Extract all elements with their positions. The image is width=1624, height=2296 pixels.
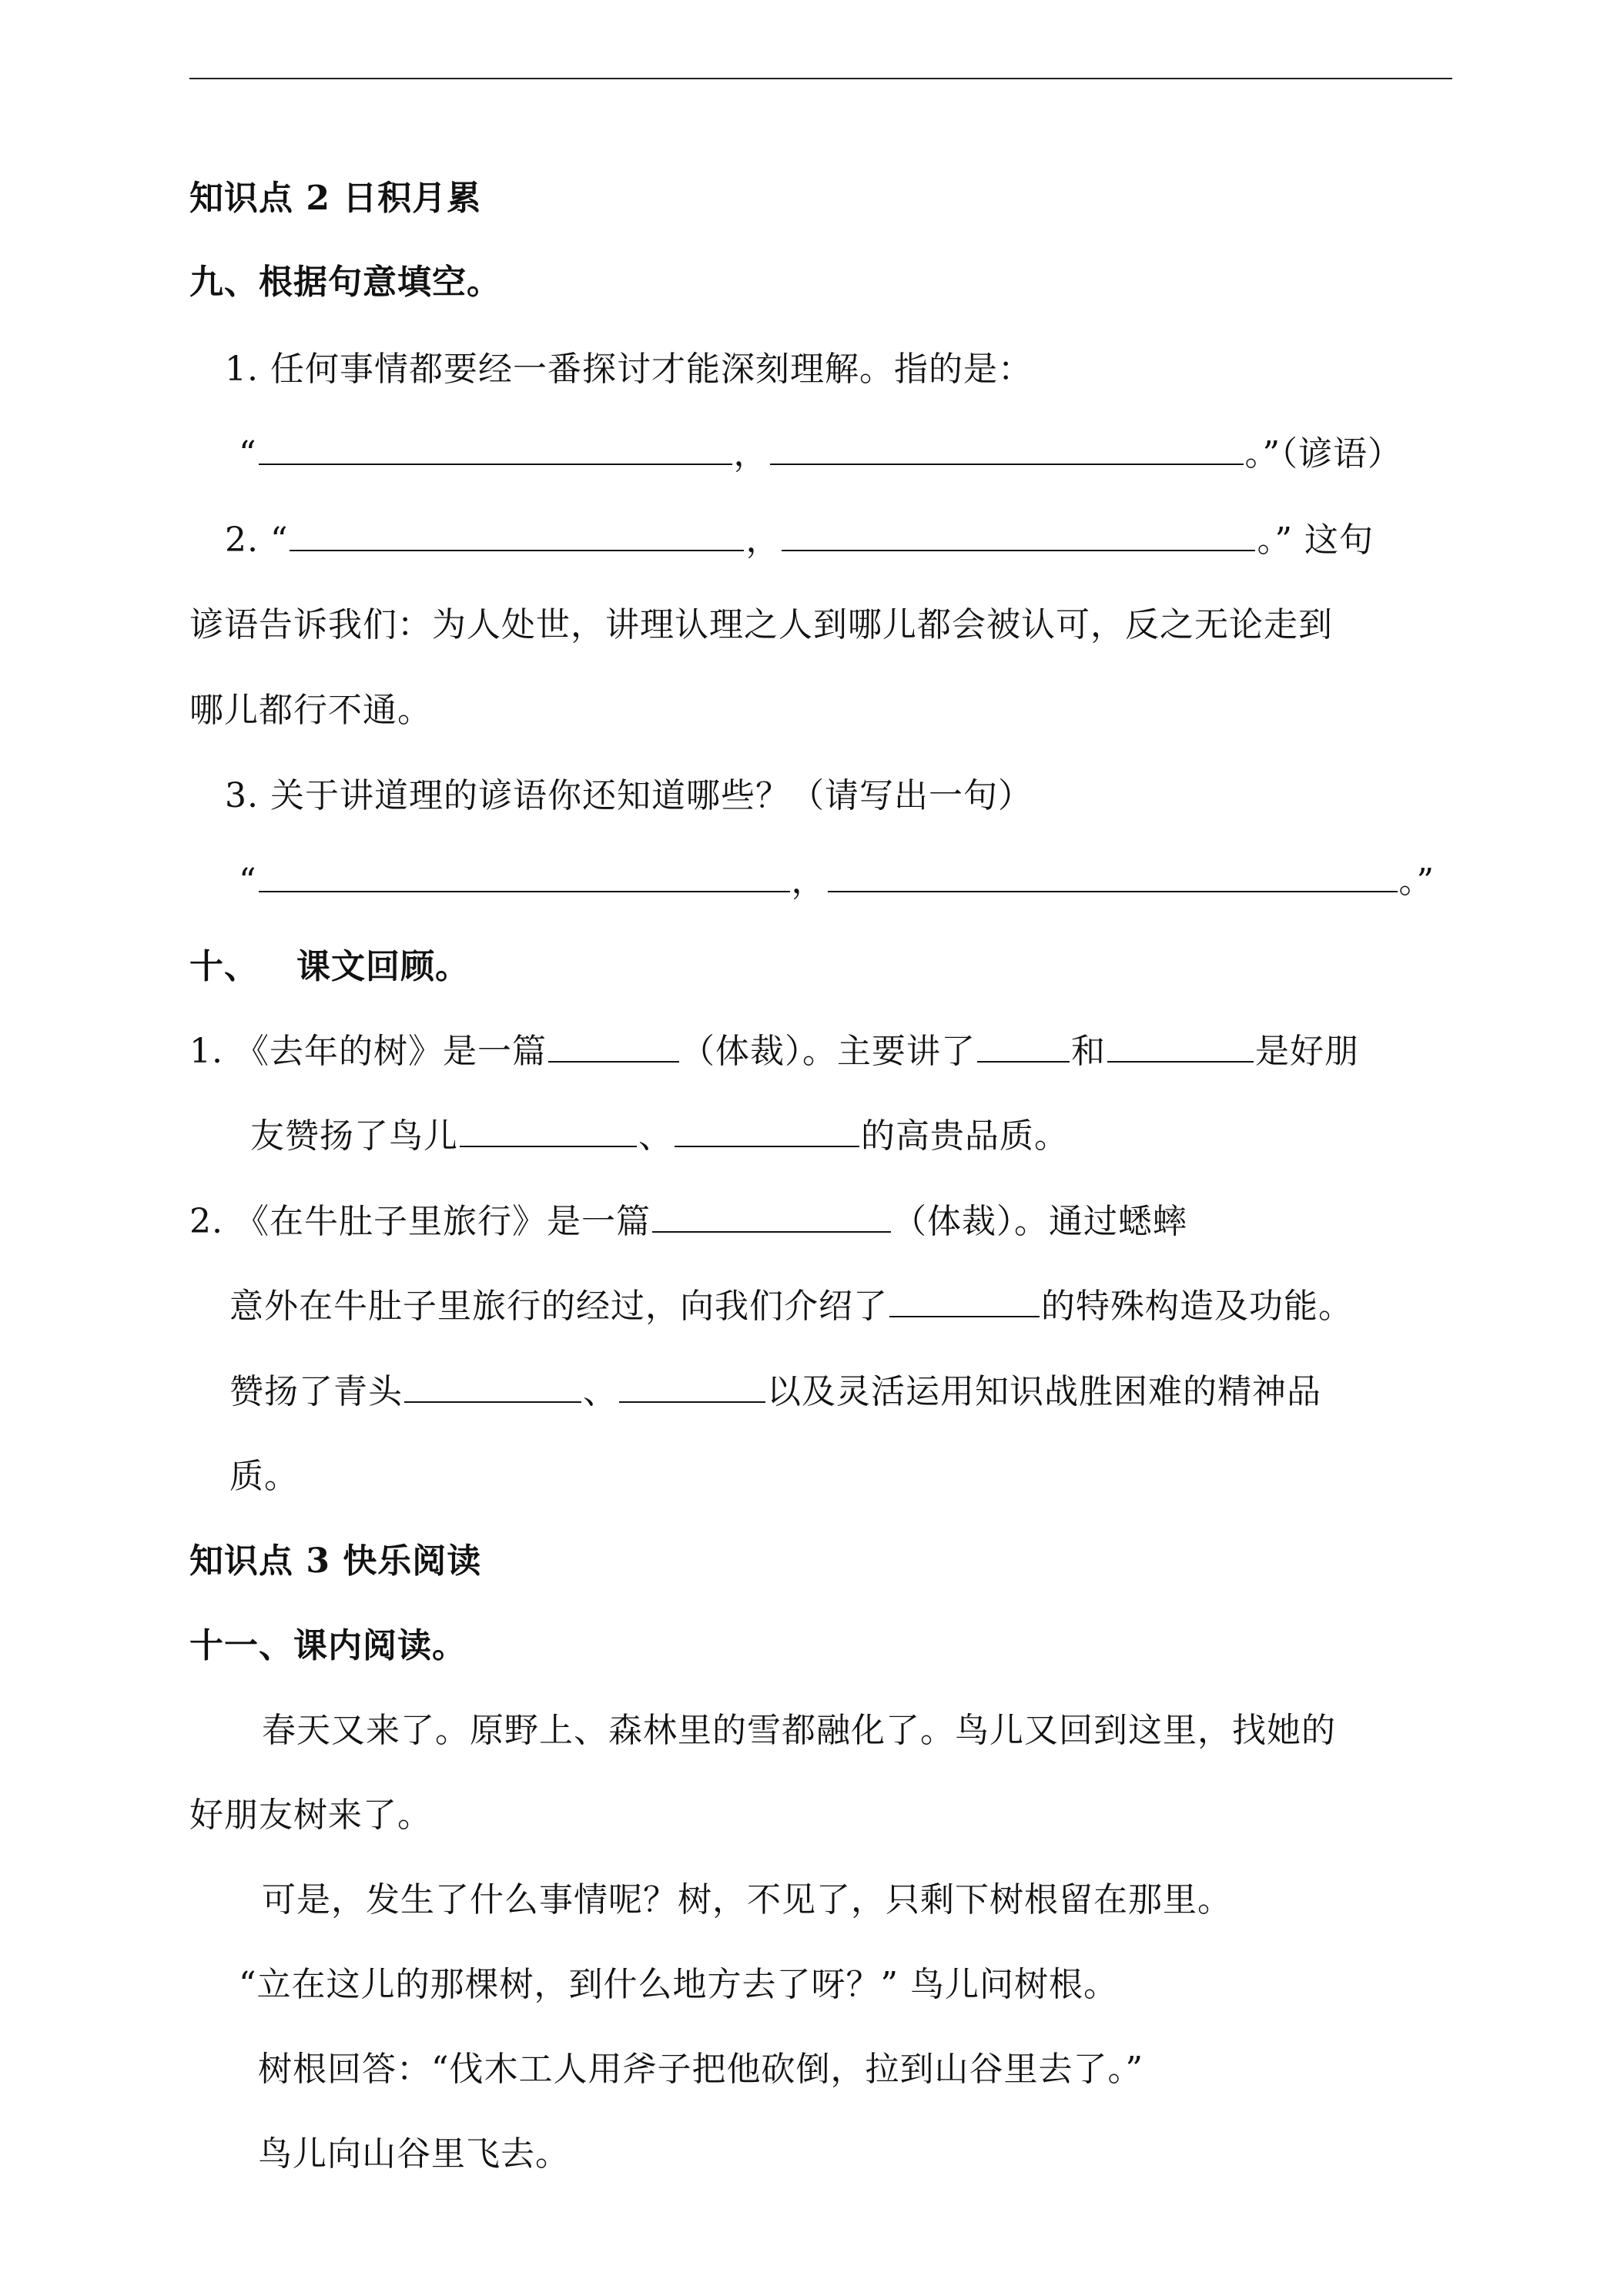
- q10-item2-text-c: 意外在牛肚子里旅行的经过，向我们介绍了: [229, 1287, 888, 1326]
- question-heading-11: 十一、课内阅读。: [189, 1626, 467, 1665]
- reading-paragraph-1b: 好朋友树来了。: [189, 1796, 432, 1835]
- answer-blank[interactable]: [404, 1371, 581, 1403]
- answer-blank[interactable]: [460, 1115, 637, 1147]
- q10-item1-text-d: 是好朋: [1254, 1032, 1359, 1071]
- comma: ，: [733, 434, 768, 474]
- item2-suffix: 。” 这句: [1257, 520, 1374, 560]
- answer-blank[interactable]: [675, 1115, 859, 1147]
- proverb-tag: （谚语）: [1281, 434, 1402, 474]
- q9-item1-answer-line: [239, 431, 1402, 477]
- section-heading-kp2: 知识点 2 日积月累: [189, 179, 482, 218]
- reading-paragraph-1a: 春天又来了。原野上、森林里的雪都融化了。鸟儿又回到这里，找她的: [262, 1711, 1336, 1750]
- q10-item1-text-e: 友赞扬了鸟儿: [250, 1116, 458, 1156]
- answer-blank[interactable]: [619, 1371, 765, 1403]
- section-heading-kp3: 知识点 3 快乐阅读: [189, 1541, 482, 1581]
- answer-blank[interactable]: [889, 1285, 1040, 1317]
- item2-prefix: 2. “: [225, 520, 289, 560]
- answer-blank[interactable]: [652, 1200, 891, 1233]
- q10-item1-text-g: 的高贵品质。: [861, 1116, 1069, 1156]
- reading-paragraph-5: 鸟儿向山谷里飞去。: [258, 2134, 570, 2174]
- question-heading-10: 十、 课文回顾。: [189, 947, 470, 986]
- q10-item2-line3: [229, 1369, 1321, 1415]
- q10-item2-text-f: 、: [583, 1372, 618, 1411]
- q9-item1-text: 1. 任何事情都要经一番探讨才能深刻理解。指的是：: [225, 350, 1033, 389]
- comma: ，: [791, 862, 826, 901]
- answer-blank[interactable]: [770, 433, 1244, 465]
- q10-item2-line2: [229, 1284, 1353, 1330]
- comma: ，: [745, 520, 781, 560]
- q10-item1-line2: [250, 1113, 1069, 1160]
- reading-paragraph-3: “立在这儿的那棵树，到什么地方去了呀？” 鸟儿问树根。: [239, 1965, 1118, 2004]
- answer-blank[interactable]: [548, 1030, 679, 1063]
- close-quote: 。”: [1398, 862, 1435, 901]
- answer-blank[interactable]: [782, 519, 1255, 551]
- reading-paragraph-2: 可是，发生了什么事情呢？树，不见了，只剩下树根留在那里。: [262, 1880, 1232, 1919]
- q10-item1-text-f: 、: [638, 1116, 673, 1156]
- q10-item2-text-a: 2. 《在牛肚子里旅行》是一篇: [189, 1202, 651, 1241]
- q9-item2-answer-line: [225, 517, 1374, 564]
- answer-blank[interactable]: [1107, 1030, 1254, 1063]
- q10-item1-text-b: （体裁）。主要讲了: [680, 1032, 976, 1071]
- answer-blank[interactable]: [828, 860, 1398, 892]
- answer-blank[interactable]: [259, 433, 732, 465]
- q10-item2-text-d: 的特殊构造及功能。: [1041, 1287, 1353, 1326]
- q9-item2-text-line3: 哪儿都行不通。: [189, 691, 432, 730]
- q9-item3-text: 3. 关于讲道理的谚语你还知道哪些？（请写出一句）: [225, 776, 1033, 815]
- q10-item2-line1: [189, 1199, 1187, 1245]
- open-quote: “: [239, 434, 257, 474]
- question-heading-9: 九、根据句意填空。: [189, 263, 501, 302]
- open-quote: “: [239, 862, 257, 901]
- q9-item2-text-line2: 谚语告诉我们：为人处世，讲理认理之人到哪儿都会被认可，反之无论走到: [189, 605, 1333, 644]
- q10-item2-text-e: 赞扬了青头: [229, 1372, 403, 1411]
- q10-item1-line1: [189, 1029, 1359, 1075]
- q10-item1-text-a: 1. 《去年的树》是一篇: [189, 1032, 547, 1071]
- answer-blank[interactable]: [290, 519, 744, 551]
- q10-item2-text-g: 以及灵活运用知识战胜困难的精神品: [767, 1372, 1321, 1411]
- reading-paragraph-4: 树根回答：“伐木工人用斧子把他砍倒，拉到山谷里去了。”: [258, 2050, 1143, 2089]
- q10-item2-text-b: （体裁）。通过蟋蟀: [892, 1202, 1187, 1241]
- header-rule: [189, 78, 1452, 79]
- answer-blank[interactable]: [977, 1030, 1070, 1063]
- close-quote: 。”: [1244, 434, 1281, 474]
- answer-blank[interactable]: [259, 860, 790, 892]
- q9-item3-answer-line: [239, 858, 1435, 905]
- q10-item1-text-c: 和: [1070, 1032, 1106, 1071]
- q10-item2-line4: 质。: [229, 1457, 299, 1496]
